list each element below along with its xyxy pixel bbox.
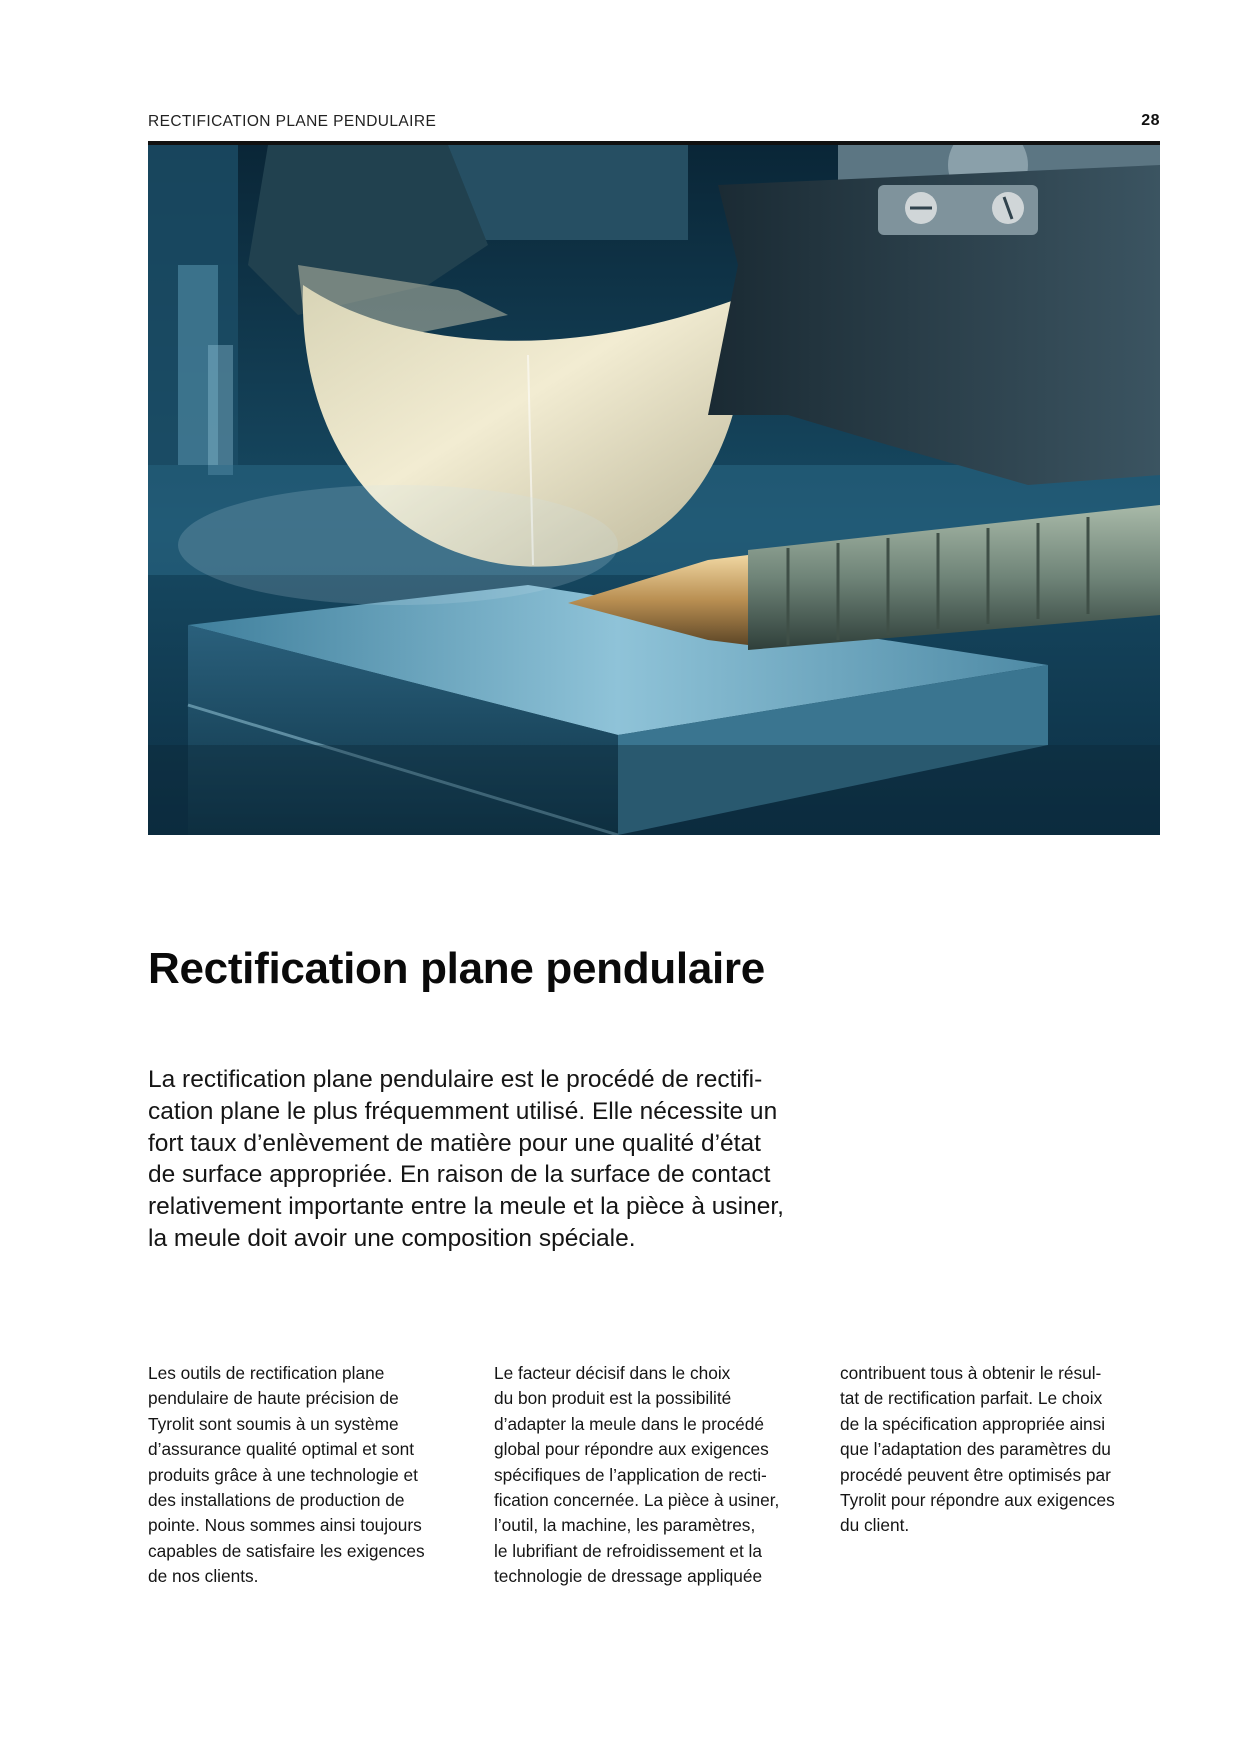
body-line: d’assurance qualité optimal et sont (148, 1439, 415, 1460)
running-header (148, 113, 1160, 133)
lead-line: La rectification plane pendulaire est le procédé de rectifi- (148, 1066, 763, 1093)
body-line: capables de satisfaire les exigences (148, 1540, 425, 1561)
body-line: global pour répondre aux exigences (494, 1439, 769, 1460)
body-column-2 (494, 1361, 814, 1590)
body-line: Tyrolit sont soumis à un système (148, 1413, 399, 1434)
body-line: d’adapter la meule dans le procédé (494, 1413, 764, 1434)
lead-paragraph (148, 1064, 848, 1255)
body-line: de nos clients. (148, 1566, 259, 1587)
body-line: pendulaire de haute précision de (148, 1388, 399, 1409)
body-line: technologie de dressage appliquée (494, 1566, 763, 1587)
body-line: que l’adaptation des paramètres du (840, 1439, 1111, 1460)
body-line: fication concernée. La pièce à usiner, (494, 1490, 780, 1511)
body-line: l’outil, la machine, les paramètres, (494, 1515, 756, 1536)
body-line: le lubrifiant de refroidissement et la (494, 1540, 762, 1561)
page-title: Rectification plane pendulaire (148, 944, 765, 993)
body-line: pointe. Nous sommes ainsi toujours (148, 1515, 422, 1536)
lead-line: fort taux d’enlèvement de matière pour une qualité d’état (148, 1129, 761, 1157)
body-line: des installations de production de (148, 1490, 405, 1511)
body-line: Tyrolit pour répondre aux exigences (840, 1490, 1115, 1511)
body-line: Les outils de rectification plane (148, 1363, 385, 1383)
body-line: Le facteur décisif dans le choix (494, 1363, 731, 1383)
lead-line: relativement importante entre la meule et la pièce à usiner, (148, 1193, 784, 1221)
lead-line: cation plane le plus fréquemment utilisé. Elle nécessite un (148, 1097, 778, 1125)
body-line: du client. (840, 1515, 910, 1536)
section-label: RECTIFICATION PLANE PENDULAIRE (148, 113, 437, 130)
body-line: tat de rectification parfait. Le choix (840, 1388, 1103, 1409)
body-line: produits grâce à une technologie et (148, 1464, 418, 1485)
body-column-1 (148, 1361, 468, 1590)
body-line: procédé peuvent être optimisés par (840, 1464, 1111, 1485)
body-column-3 (840, 1361, 1160, 1539)
lead-line: de surface appropriée. En raison de la surface de contact (148, 1161, 771, 1189)
lead-line: la meule doit avoir une composition spéciale. (148, 1224, 636, 1252)
page-number: 28 (1141, 112, 1160, 129)
body-line: de la spécification appropriée ainsi (840, 1413, 1106, 1434)
body-line: contribuent tous à obtenir le résul- (840, 1363, 1102, 1383)
body-line: du bon produit est la possibilité (494, 1388, 732, 1409)
grinding-photo (148, 145, 1160, 835)
body-line: spécifiques de l’application de recti- (494, 1464, 767, 1485)
